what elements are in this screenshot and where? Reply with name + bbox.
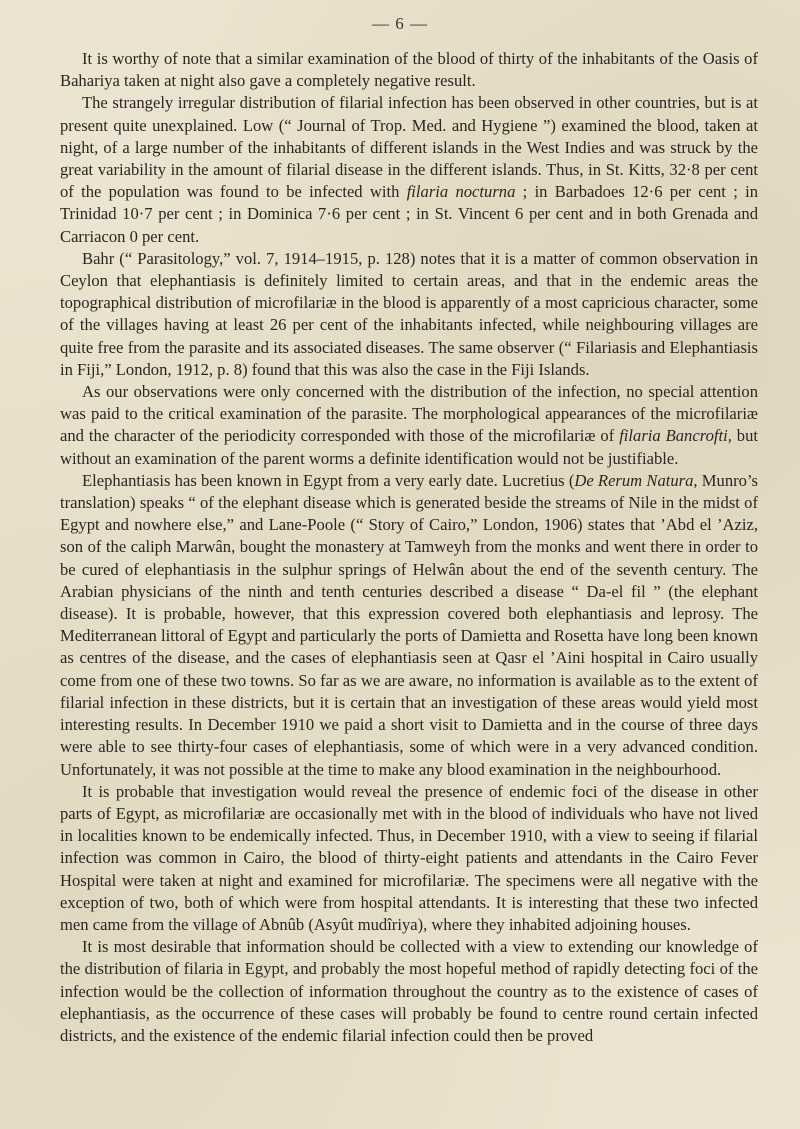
text-segment: ; in Barbadoes 12·6 per cent ; in Trinidad 10·7 per cent ; in Dominica 7·6 per cent ; in St. Vincent 6 per cent and in both Grenada and Carriacon 0 per cent.	[60, 182, 758, 246]
paragraph	[60, 248, 758, 381]
text-segment: Munro’s translation) speaks “ of the elephant disease which is generated beside the streams of Nile in the midst of Egypt and nowhere else,” and Lane-Poole (“ Story of Cairo,” London, 1906) states that ’Abd el ’Aziz, son of the caliph Marwân, bought the monastery at Tamweyh from the monks and went there in order to be cured of elephantiasis in the sulphur springs of Helwân about the end of the seventh century. The Arabian physicians of the ninth and tenth centuries described a disease “ Da-el fil ” (the elephant disease). It is probable, however, that this expression covered both elephantiasis and leprosy. The Mediterranean littoral of Egypt and particularly the ports of Damietta and Rosetta have long been known as centres of the disease, and the cases of elephantiasis seen at Qasr el ’Aini hospital in Cairo usually come from one of these two towns. So far as we are aware, no information is available as to the extent of filarial infection in these districts, but it is certain that an investigation of these areas would yield most interesting results. In December 1910 we paid a short visit to Damietta and in the course of three days were able to see thirty-four cases of elephantiasis, some of which were in a very advanced condition. Unfortunately, it was not possible at the time to make any blood examination in the neighbourhood.	[60, 470, 759, 779]
paragraph	[60, 470, 758, 781]
paragraph	[60, 381, 758, 470]
italic-term: filaria Bancrofti,	[619, 426, 732, 446]
text-segment: As our observations were only concerned with the distribution of the infection, no special attention was paid to the critical examination of the parasite. The morphological appearances of the microfilariæ and the character of the periodicity corresponded with those of the microfilariæ of	[60, 382, 758, 446]
paragraph	[60, 781, 758, 936]
text-segment: It is worthy of note that a similar examination of the blood of thirty of the inhabitants of the Oasis of Bahariya taken at night also gave a completely negative result.	[60, 49, 758, 91]
page-number: — 6 —	[372, 14, 428, 33]
text-segment: It is probable that investigation would reveal the presence of endemic foci of the disease in other parts of Egypt, as microfilariæ are occasionally met with in the blood of individuals who have not lived in localities known to be endemically infected. Thus, in December 1910, with a view to seeing if filarial infection was common in Cairo, the blood of thirty-eight patients and attendants in the Cairo Fever Hospital were taken at night and examined for microfilariæ. The specimens were all negative with the exception of two, both of which were from hospital attendants. It is interesting that these two infected men came from the village of Abnûb (Asyût mudîriya), where they inhabited adjoining houses.	[60, 781, 758, 934]
text-segment: Bahr (“ Parasitology,” vol. 7, 1914–1915, p. 128) notes that it is a matter of common observation in Ceylon that elephantiasis is definitely limited to certain areas, and that in the endemic areas the topographical distribution of microfilariæ in the blood is apparently of a most capricious character, some of the villages having at least 26 per cent of the inhabitants infected, while neighbouring villages are quite free from the parasite and its associated diseases. The same observer (“ Filariasis and Elephantiasis in Fiji,” London, 1912, p. 8) found that this was also the case in the Fiji Islands.	[60, 248, 758, 379]
text-segment: The strangely irregular distribution of filarial infection has been observed in other countries, but is at present quite unexplained. Low (“ Journal of Trop. Med. and Hygiene ”) examined the blood, taken at night, of a large number of the inhabitants of different islands in the West Indies and was struck by the great variability in the amount of filarial disease in the different islands. Thus, in St. Kitts, 32·8 per cent of the population was found to be infected with	[60, 93, 758, 202]
text-segment: Elephantiasis has been known in Egypt from a very early date. Lucretius (	[82, 470, 575, 490]
paragraph	[60, 936, 758, 1047]
paragraph	[60, 48, 758, 92]
italic-term: De Rerum Natura,	[574, 470, 698, 490]
paragraph	[60, 92, 758, 247]
italic-term: filaria nocturna	[406, 182, 516, 202]
text-segment: but without an examination of the parent worms a definite identification would not be justifiable.	[60, 426, 758, 468]
text-segment: It is most desirable that information should be collected with a view to extending our knowledge of the distribution of filaria in Egypt, and probably the most hopeful method of rapidly detecting foci of the infection would be the collection of information throughout the country as to the existence of cases of elephantiasis, as the occurrence of these cases will probably be found to centre round certain infected districts, and the existence of the endemic filarial infection could then be proved	[60, 937, 758, 1045]
body-text	[60, 48, 758, 1047]
